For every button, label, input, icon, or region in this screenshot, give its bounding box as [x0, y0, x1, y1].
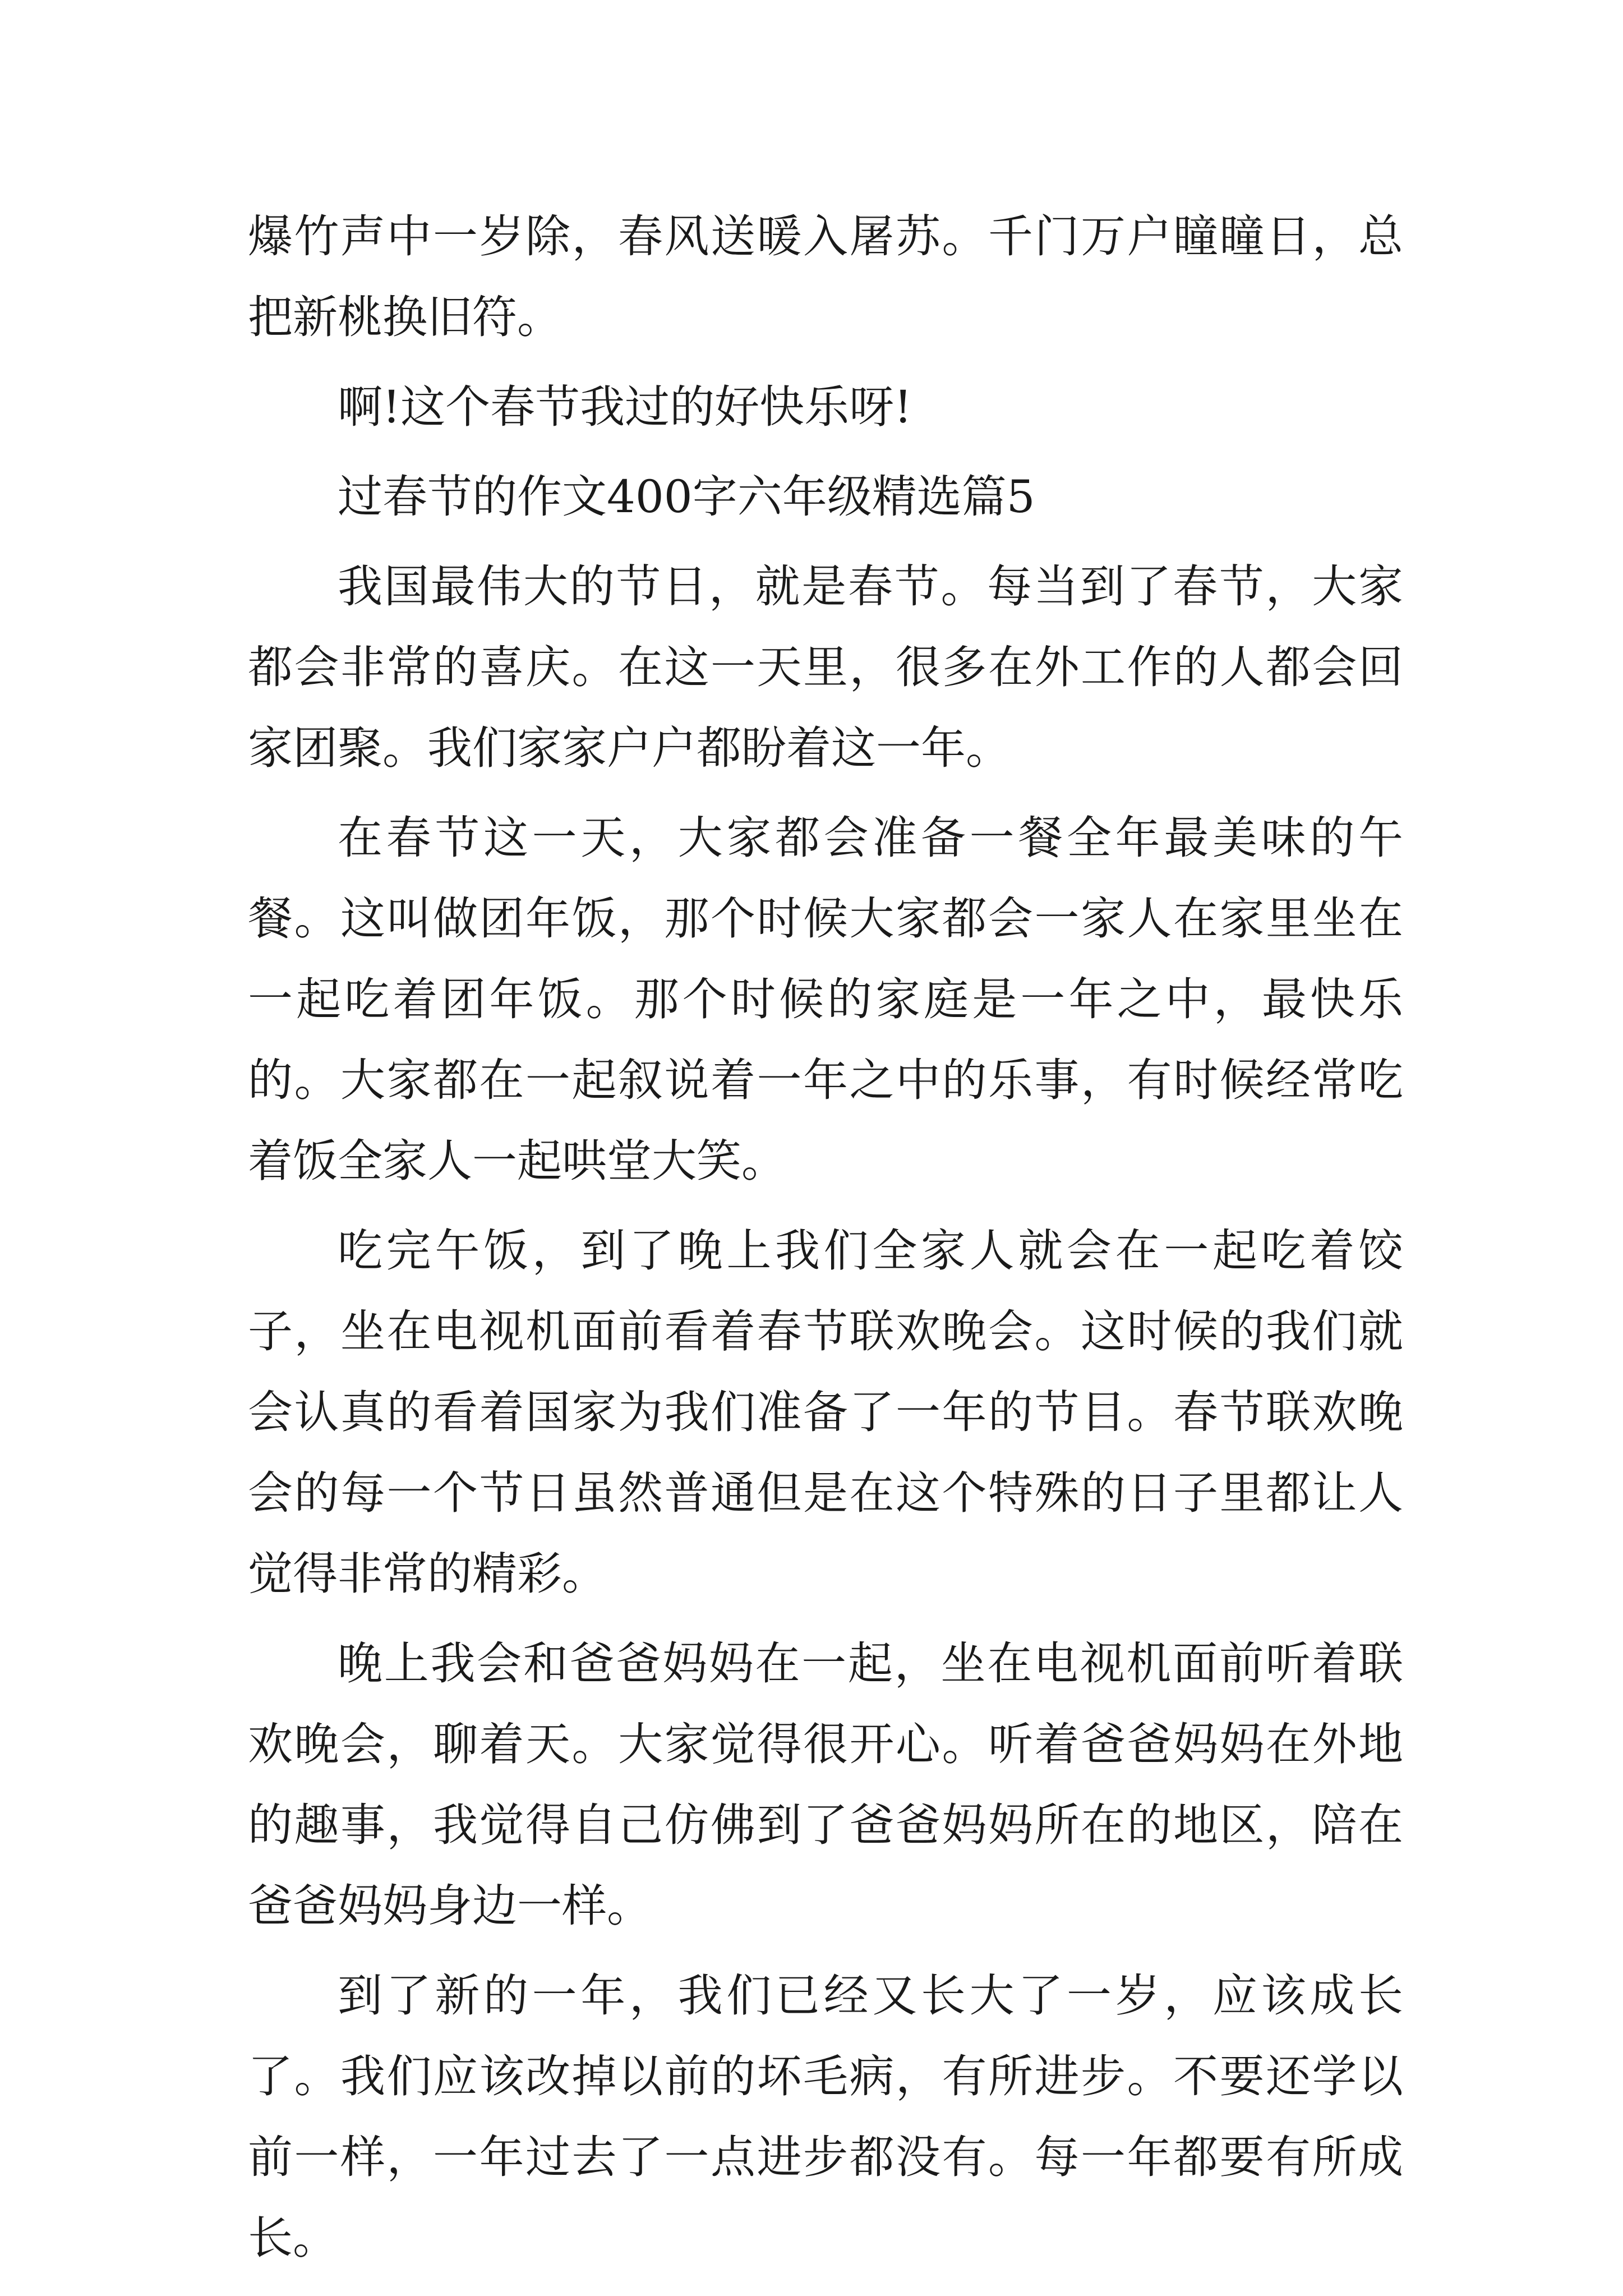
body-paragraph: 吃完午饭，到了晚上我们全家人就会在一起吃着饺子，坐在电视机面前看着春节联欢晚会。这时候的我们就会认真的看着国家为我们准备了一年的节目。春节联欢晚会的每一个节日虽然普通但是在这个特殊的日子里都让人觉得非常的精彩。 [248, 1225, 1403, 1600]
body-paragraph: 到了新的一年，我们已经又长大了一岁，应该成长了。我们应该改掉以前的坏毛病，有所进步。不要还学以前一样，一年过去了一点进步都没有。每一年都要有所成长。 [248, 1970, 1403, 2264]
body-paragraph: 我国最伟大的节日，就是春节。每当到了春节，大家都会非常的喜庆。在这一天里，很多在外工作的人都会回家团聚。我们家家户户都盼着这一年。 [248, 560, 1403, 774]
document-body [248, 196, 1403, 2279]
body-paragraph: 在春节这一天，大家都会准备一餐全年最美味的午餐。这叫做团年饭，那个时候大家都会一家人在家里坐在一起吃着团年饭。那个时候的家庭是一年之中，最快乐的。大家都在一起叙说着一年之中的乐事，有时候经常吃着饭全家人一起哄堂大笑。 [248, 812, 1403, 1187]
body-paragraph: 晚上我会和爸爸妈妈在一起，坐在电视机面前听着联欢晚会，聊着天。大家觉得很开心。听着爸爸妈妈在外地的趣事，我觉得自己仿佛到了爸爸妈妈所在的地区，陪在爸爸妈妈身边一样。 [248, 1637, 1403, 1932]
exclamation-paragraph: 啊!这个春节我过的好快乐呀! [338, 381, 912, 433]
section-heading: 过春节的作文400字六年级精选篇5 [338, 471, 1035, 523]
poem-paragraph: 爆竹声中一岁除，春风送暖入屠苏。千门万户瞳瞳日，总把新桃换旧符。 [248, 210, 1403, 343]
